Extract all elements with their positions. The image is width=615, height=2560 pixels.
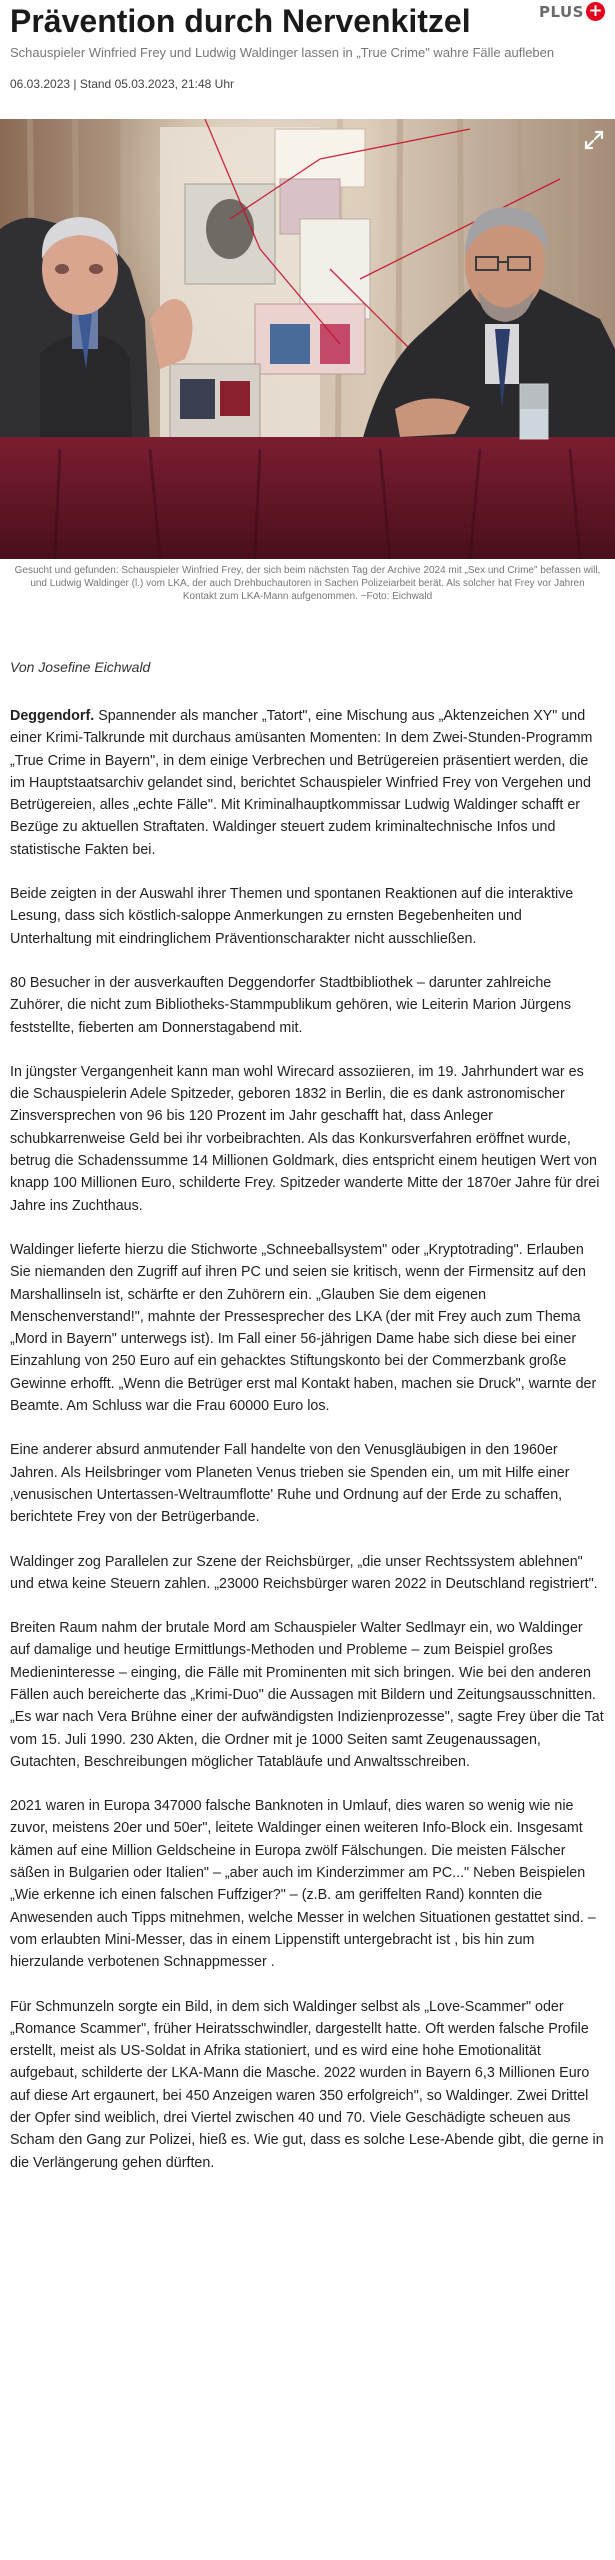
dateline-location: Deggendorf. bbox=[10, 708, 95, 724]
article-paragraph: Waldinger lieferte hierzu die Stichworte „Schneeballsystem" oder „Kryptotrading". Erlauben Sie niemanden den Zugriff auf ihren PC und seien sie kritisch, wenn der Firmensitz auf den Marshallinseln ist, schärfte er den Zuhörern ein. „Glauben Sie dem eigenen Menschenverstand!", mahnte der Pressesprecher des LKA (der mit Frey auch zum Thema „Mord in Bayern" unterwegs ist). Im Fall einer 56-jährigen Dame habe sich diese bei einer Einzahlung von 250 Euro auf ein gehacktes Stiftungskonto bei der Commerzbank große Gewinne erhofft. „Wenn die Betrüger erst mal Kontakt haben, machen sie Druck", warnte der Beamte. Am Schluss war die Frau 60000 Euro los. bbox=[10, 1241, 597, 1415]
expand-icon[interactable] bbox=[583, 129, 605, 151]
article-dateline bbox=[10, 76, 605, 92]
photo-caption: Gesucht und gefunden: Schauspieler Winfried Frey, der sich beim nächsten Tag der Archive 2024 mit „Sex und Crime" befassen will, und Ludwig Waldinger (l.) vom LKA, der auch Drehbuchautoren in Sachen Polizeiarbeit berät. Als solcher hat Frey vor Jahren Kontakt zum LKA-Mann aufgenommen. −Foto: Eichwald bbox=[14, 565, 601, 602]
article-paragraph: Eine anderer absurd anmutender Fall handelte von den Venusgläubigen in den 1960er Jahren. Als Heilsbringer vom Planeten Venus trieben sie Spenden ein, um mit Hilfe einer ‚venusischen Untertassen-Weltraumflotte' Ruhe und Ordnung auf der Erde zu schaffen, berichtete Frey von der Betrügerbande. bbox=[10, 1442, 570, 1526]
plus-badge[interactable] bbox=[539, 2, 605, 21]
article-paragraph-text: Spannender als mancher „Tatort", eine Mischung aus „Aktenzeichen XY" und einer Krimi-Talkrunde mit durchaus amüsanten Momenten: In dem Zwei-Stunden-Programm „True Crime in Bayern", in dem einige Verbrechen und Betrügereien präsentiert werden, die im Hauptstaatsarchiv gelandet sind, berichtet Schauspieler Winfried Frey von Vergehen und Betrügereien, alles „echte Fälle". Mit Kriminalhauptkommissar Ludwig Waldinger schafft er Bezüge zu aktuellen Straftaten. Waldinger steuert zudem kriminaltechnische Infos und statistische Fakten bei. bbox=[10, 708, 593, 858]
plus-label: PLUS bbox=[538, 2, 584, 21]
article-paragraph: Waldinger zog Parallelen zur Szene der Reichsbürger, „die unser Rechtssystem ablehnen" und etwa keine Steuern zahlen. „23000 Reichsbürger waren 2022 in Deutschland registriert". bbox=[10, 1553, 598, 1592]
article-author: Von Josefine Eichwald bbox=[10, 659, 151, 675]
lead-photo[interactable] bbox=[0, 119, 615, 559]
publish-date: 06.03.2023 bbox=[10, 77, 71, 91]
updated-date: Stand 05.03.2023, 21:48 Uhr bbox=[79, 77, 234, 91]
article-paragraph: Für Schmunzeln sorgte ein Bild, in dem sich Waldinger selbst als „Love-Scammer" oder „Romance Scammer", früher Heiratsschwindler, dargestellt hatte. Oft werden falsche Profile erstellt, meist als US-Soldat in Afrika stationiert, und es wird eine hohe Emotionalität aufgebaut, schilderte der LKA-Mann die Masche. 2022 wurden in Bayern 6,3 Millionen Euro auf diese Art ergaunert, bei 450 Anzeigen waren 350 erfolgreich", so Waldinger. Zwei Drittel der Opfer sind weiblich, drei Viertel zwischen 40 und 70. Viele Geschädigte scheuen aus Scham den Gang zur Polizei, hieß es. Wie gut, dass es solche Lese-Abende gibt, die gerne in die Verlängerung gehen dürften. bbox=[10, 1998, 604, 2171]
date-separator: | bbox=[73, 77, 77, 91]
page-title: Prävention durch Nervenkitzel bbox=[10, 3, 471, 39]
article-paragraph: Breiten Raum nahm der brutale Mord am Schauspieler Walter Sedlmayr ein, wo Waldinger auf damalige und heutige Ermittlungs-Methoden und Probleme – zum Beispiel großes Medieninteresse – einging, die Fälle mit Prominenten mit sich bringen. Wie bei den anderen Fällen auch bereicherte das „Krimi-Duo" die Aussagen mit Bildern und Zeitungsausschnitten. „Es war nach Vera Brühne einer der aufwändigsten Indizienprozesse", sagte Frey über die Tat vom 15. Juli 1990. 230 Akten, die Ordner mit je 1000 Seiten samt Zeugenaussagen, Gutachten, Beschreibungen möglicher Tatabläufe und Anwaltsschreiben. bbox=[10, 1620, 604, 1770]
article-subtitle: Schauspieler Winfried Frey und Ludwig Waldinger lassen in „True Crime" wahre Fälle aufleben bbox=[10, 45, 555, 60]
article-paragraph bbox=[10, 705, 605, 861]
article-paragraph: 2021 waren in Europa 347000 falsche Banknoten in Umlauf, dies waren so wenig wie nie zuvor, meistens 20er und 50er", leitete Waldinger einen weiteren Info-Block ein. Insgesamt kämen auf eine Million Geldscheine in Europa zwölf Fälschungen. Die meisten Fälscher säßen in Bulgarien oder Italien" – „aber auch im Kinderzimmer am PC..." Neben Beispielen „Wie erkenne ich einen falschen Fuffziger?" – (z.B. am geriffelten Rand) konnten die Anwesenden auch Tipps mitnehmen, welche Messer in welchen Situationen gestattet sind. – vom erlaubten Mini-Messer, das in einem Lippenstift untergebracht ist , bis hin zum hierzulande verbotenen Schnappmesser . bbox=[10, 1798, 596, 1971]
article-paragraph: In jüngster Vergangenheit kann man wohl Wirecard assoziieren, im 19. Jahrhundert war es die Schauspielerin Adele Spitzeder, geboren 1832 in Berlin, die es dank astronomischer Zinsversprechen von 96 bis 120 Prozent im Jahr geschafft hat, dass Anleger schubkarrenweise Geld bei ihr vorbeibrachten. Als das Konkursverfahren eröffnet wurde, betrug die Schadenssumme 14 Millionen Goldmark, dies entspricht einem heutigen Wert von knapp 100 Millionen Euro, schilderte Frey. Spitzeder wanderte Mitte der 1870er Jahre für drei Jahre ins Zuchthaus. bbox=[10, 1063, 600, 1214]
article-header bbox=[0, 0, 615, 92]
article-paragraph: Beide zeigten in der Auswahl ihrer Themen und spontanen Reaktionen auf die interaktive Lesung, dass sich köstlich-saloppe Anmerkungen zu ernsten Begebenheiten und Unterhaltung mit eindringlichem Präventionscharakter nicht ausschließen. bbox=[10, 886, 574, 947]
article-body bbox=[10, 705, 605, 2174]
article-paragraph: 80 Besucher in der ausverkauften Deggendorfer Stadtbibliothek – darunter zahlreiche Zuhörer, die nicht zum Bibliotheks-Stammpublikum gehören, wie Leiterin Marion Jürgens feststellte, fieberten am Donnerstagabend mit. bbox=[10, 974, 572, 1036]
lead-photo-image bbox=[0, 119, 615, 559]
plus-icon: + bbox=[586, 2, 605, 21]
